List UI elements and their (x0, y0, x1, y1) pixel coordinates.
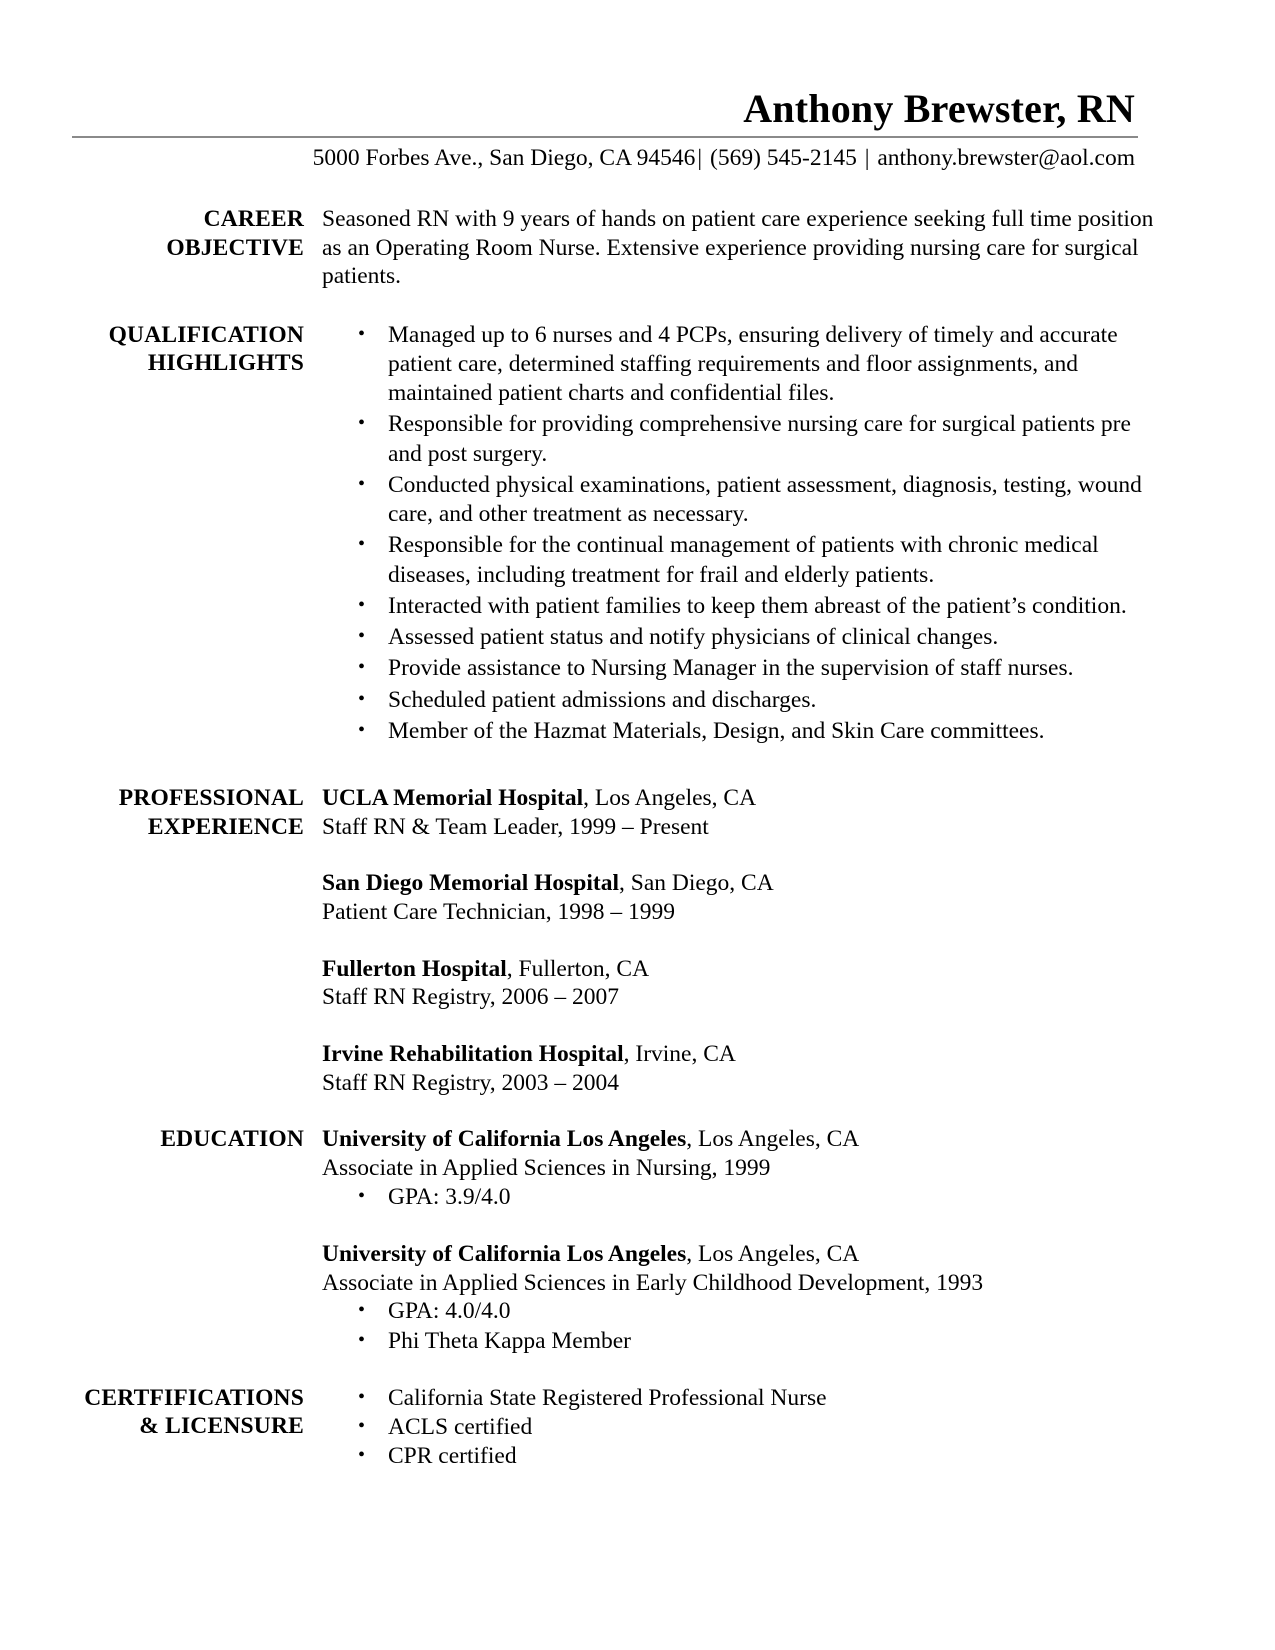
section-education (72, 1125, 1165, 1355)
contact-line (72, 144, 1135, 173)
header-divider (72, 136, 1138, 138)
list-item: • Member of the Hazmat Materials, Design, and Skin Care committees. (322, 717, 1165, 746)
section-label-line-2: OBJECTIVE (166, 235, 304, 262)
experience-entry-title (322, 869, 1165, 898)
contact-email[interactable]: anthony.brewster@aol.com (877, 145, 1135, 171)
list-item: • Responsible for providing comprehensive nursing care for surgical patients pre and post surgery. (322, 410, 1165, 469)
education-entry-title (322, 1125, 1165, 1154)
education-bullet-list (322, 1183, 1165, 1212)
section-label-education (72, 1125, 322, 1154)
resume-body (0, 205, 1275, 1471)
employer-name: Fullerton Hospital (322, 955, 507, 982)
section-label-line-1: QUALIFICATION (108, 321, 304, 348)
experience-entry (322, 784, 1165, 841)
contact-address: 5000 Forbes Ave., San Diego, CA 94546 (312, 145, 696, 171)
employer-name: UCLA Memorial Hospital (322, 785, 584, 812)
section-label-line-1: EDUCATION (160, 1126, 304, 1153)
list-item: • Conducted physical examinations, patient assessment, diagnosis, testing, wound care, and other treatment as necessary. (322, 471, 1165, 530)
list-item: • Assessed patient status and notify physicians of clinical changes. (322, 623, 1165, 652)
experience-entry-detail: Patient Care Technician, 1998 – 1999 (322, 899, 675, 926)
employer-location: , Irvine, CA (623, 1041, 736, 1068)
candidate-name: Anthony Brewster, RN (743, 86, 1135, 131)
section-qualification-highlights (72, 321, 1165, 749)
section-content-certifications (322, 1384, 1165, 1472)
list-item: • Scheduled patient admissions and discharges. (322, 686, 1165, 715)
list-item: • Interacted with patient families to keep them abreast of the patient’s condition. (322, 592, 1165, 621)
section-label-line-2: & LICENSURE (139, 1413, 304, 1440)
section-label-line-1: CAREER (203, 206, 304, 233)
experience-entry (322, 955, 1165, 1012)
school-name: University of California Los Angeles (322, 1240, 687, 1267)
experience-entry (322, 869, 1165, 926)
education-entry-detail: Associate in Applied Sciences in Early Childhood Development, 1993 (322, 1269, 984, 1296)
section-label-certifications (72, 1384, 322, 1441)
experience-entry-title (322, 955, 1165, 984)
education-bullet-list (322, 1297, 1165, 1356)
section-label-line-1: PROFESSIONAL (118, 785, 304, 812)
list-item: • California State Registered Professional Nurse (322, 1384, 1165, 1413)
section-label-line-1: CERTFIFICATIONS (84, 1384, 304, 1411)
section-label-career-objective (72, 205, 322, 262)
section-content-career-objective (322, 205, 1165, 290)
section-professional-experience (72, 784, 1165, 1097)
experience-entry-detail: Staff RN Registry, 2006 – 2007 (322, 984, 620, 1011)
contact-phone: (569) 545-2145 (710, 145, 857, 171)
employer-name: Irvine Rehabilitation Hospital (322, 1041, 624, 1068)
list-item: • ACLS certified (322, 1413, 1165, 1442)
list-item: • Phi Theta Kappa Member (322, 1327, 1165, 1356)
section-label-qualification-highlights (72, 321, 322, 378)
section-content-education (322, 1125, 1165, 1355)
school-location: , Los Angeles, CA (686, 1126, 860, 1153)
education-entry (322, 1240, 1165, 1356)
section-career-objective (72, 205, 1165, 290)
school-location: , Los Angeles, CA (686, 1240, 860, 1267)
section-content-qualification-highlights (322, 321, 1165, 749)
employer-location: , Los Angeles, CA (583, 785, 757, 812)
education-entry-title (322, 1240, 1165, 1269)
section-label-line-2: EXPERIENCE (147, 813, 304, 840)
experience-entry (322, 1040, 1165, 1097)
list-item: • GPA: 3.9/4.0 (322, 1183, 1165, 1212)
list-item: • GPA: 4.0/4.0 (322, 1297, 1165, 1326)
contact-separator-1: | (697, 145, 703, 171)
certification-bullet-list (322, 1384, 1165, 1472)
school-name: University of California Los Angeles (322, 1126, 687, 1153)
list-item: • Provide assistance to Nursing Manager in the supervision of staff nurses. (322, 654, 1165, 683)
employer-location: , San Diego, CA (619, 870, 774, 897)
section-content-professional-experience (322, 784, 1165, 1097)
experience-entry-detail: Staff RN Registry, 2003 – 2004 (322, 1069, 620, 1096)
education-entry-detail: Associate in Applied Sciences in Nursing, 1999 (322, 1155, 771, 1182)
experience-entry-title (322, 1040, 1165, 1069)
list-item: • CPR certified (322, 1442, 1165, 1471)
qualification-bullet-list (322, 321, 1165, 747)
resume-header (0, 0, 1275, 173)
contact-separator-2: | (864, 145, 870, 171)
education-entry (322, 1125, 1165, 1212)
experience-entry-title (322, 784, 1165, 813)
employer-location: , Fullerton, CA (506, 955, 650, 982)
list-item: • Responsible for the continual management of patients with chronic medical diseases, including treatment for frail and elderly patients. (322, 531, 1165, 590)
section-certifications (72, 1384, 1165, 1472)
list-item: • Managed up to 6 nurses and 4 PCPs, ensuring delivery of timely and accurate patient care, determined staffing requirements and floor assignments, and maintained patient charts and confidential files. (322, 321, 1165, 409)
experience-entry-detail: Staff RN & Team Leader, 1999 – Present (322, 813, 709, 840)
career-objective-text: Seasoned RN with 9 years of hands on patient care experience seeking full time position as an Operating Room Nurse. Extensive experience providing nursing care for surgical patients. (322, 206, 1154, 290)
employer-name: San Diego Memorial Hospital (322, 870, 619, 897)
section-label-professional-experience (72, 784, 322, 841)
section-label-line-2: HIGHLIGHTS (147, 350, 304, 377)
